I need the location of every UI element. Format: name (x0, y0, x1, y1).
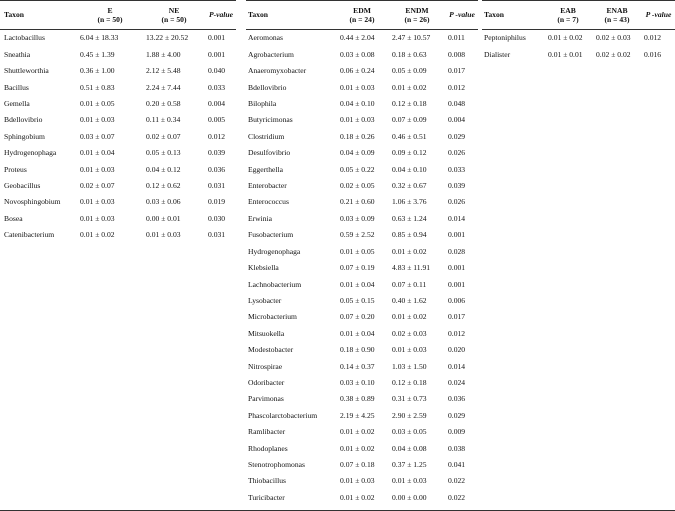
table-row (246, 112, 478, 128)
taxon-cell: Rhodoplanes (248, 443, 288, 453)
table-row (482, 30, 675, 47)
table-row (246, 145, 478, 161)
table-row (246, 309, 478, 325)
group2-value-cell: 0.00 ± 0.01 (146, 213, 181, 223)
group2-value-cell: 0.03 ± 0.05 (392, 427, 427, 437)
group1-value-cell: 0.01 ± 0.03 (80, 197, 115, 207)
group1-value-cell: 0.01 ± 0.02 (340, 427, 375, 437)
p-value-cell: 0.031 (208, 181, 226, 191)
table-row (0, 63, 236, 79)
group1-value-cell: 0.01 ± 0.02 (548, 33, 583, 43)
p-value-cell: 0.016 (644, 49, 662, 59)
taxon-cell: Shuttleworthia (4, 66, 49, 76)
table-row (0, 96, 236, 112)
table-row (482, 46, 675, 62)
p-value-cell: 0.012 (448, 328, 466, 338)
group1-value-cell: 0.44 ± 2.04 (340, 33, 375, 43)
col-header-group2: NE (n = 50) (161, 5, 187, 24)
group2-value-cell: 0.85 ± 0.94 (392, 230, 427, 240)
group1-value-cell: 0.14 ± 0.37 (340, 361, 375, 371)
taxon-cell: Lysobacter (248, 295, 282, 305)
taxon-cell: Phascolarctobacterium (248, 410, 318, 420)
table-row (246, 276, 478, 292)
p-value-cell: 0.038 (448, 443, 466, 453)
table-row (246, 457, 478, 473)
table-row (0, 161, 236, 177)
taxon-cell: Turicibacter (248, 492, 285, 502)
p-value-cell: 0.006 (448, 295, 466, 305)
group1-value-cell: 0.01 ± 0.03 (80, 115, 115, 125)
p-value-cell: 0.019 (208, 197, 226, 207)
group2-value-cell: 0.01 ± 0.02 (392, 312, 427, 322)
col-header-taxon: Taxon (4, 10, 24, 20)
taxon-cell: Stenotrophomonas (248, 459, 305, 469)
col-header-p-value: P -value (449, 10, 475, 20)
p-value-cell: 0.004 (208, 99, 226, 109)
p-value-cell: 0.026 (448, 148, 466, 158)
group1-value-cell: 0.01 ± 0.02 (340, 443, 375, 453)
p-value-cell: 0.012 (208, 131, 226, 141)
table-row (246, 227, 478, 243)
p-value-cell: 0.009 (448, 427, 466, 437)
group2-value-cell: 0.09 ± 0.12 (392, 148, 427, 158)
table-row (246, 424, 478, 440)
group1-value-cell: 0.01 ± 0.04 (340, 279, 375, 289)
group2-value-cell: 0.02 ± 0.03 (596, 33, 631, 43)
taxon-cell: Geobacillus (4, 181, 41, 191)
table-body (482, 30, 675, 63)
taxon-cell: Butyricimonas (248, 115, 293, 125)
p-value-cell: 0.001 (208, 49, 226, 59)
taxon-cell: Lachnobacterium (248, 279, 302, 289)
p-value-cell: 0.030 (208, 213, 226, 223)
table-row (246, 30, 478, 47)
taxon-cell: Fusobacterium (248, 230, 294, 240)
group1-value-cell: 0.18 ± 0.26 (340, 131, 375, 141)
p-value-cell: 0.012 (644, 33, 662, 43)
group1-value-cell: 0.18 ± 0.90 (340, 345, 375, 355)
table-body (246, 30, 478, 506)
group1-value-cell: 0.06 ± 0.24 (340, 66, 375, 76)
table-row (246, 358, 478, 374)
p-value-cell: 0.039 (208, 148, 226, 158)
table-row (0, 46, 236, 62)
taxon-cell: Bacillus (4, 82, 29, 92)
p-value-cell: 0.036 (448, 394, 466, 404)
group2-value-cell: 0.31 ± 0.73 (392, 394, 427, 404)
table-row (0, 210, 236, 226)
group2-value-cell: 0.04 ± 0.12 (146, 164, 181, 174)
table-header-row (0, 1, 236, 30)
group2-value-cell: 2.47 ± 10.57 (392, 33, 431, 43)
group2-value-cell: 0.05 ± 0.09 (392, 66, 427, 76)
table-row (246, 325, 478, 341)
table-row (0, 128, 236, 144)
table-row (246, 161, 478, 177)
col-header-group1: EDM (n = 24) (349, 5, 375, 24)
taxon-cell: Novosphingobium (4, 197, 61, 207)
group1-value-cell: 0.01 ± 0.03 (340, 115, 375, 125)
p-value-cell: 0.005 (208, 115, 226, 125)
taxon-cell: Gemella (4, 99, 30, 109)
taxon-cell: Hydrogenophaga (248, 246, 301, 256)
taxon-cell: Lactobacillus (4, 33, 45, 43)
table-row (0, 178, 236, 194)
group2-value-cell: 0.01 ± 0.03 (392, 345, 427, 355)
group2-value-cell: 0.11 ± 0.34 (146, 115, 181, 125)
group1-value-cell: 0.07 ± 0.20 (340, 312, 375, 322)
group2-value-cell: 0.02 ± 0.07 (146, 131, 181, 141)
taxon-cell: Modestobacter (248, 345, 294, 355)
p-value-cell: 0.048 (448, 99, 466, 109)
taxon-cell: Sneathia (4, 49, 31, 59)
group2-value-cell: 0.07 ± 0.09 (392, 115, 427, 125)
p-value-cell: 0.022 (448, 492, 466, 502)
col-header-group1: EAB (n = 7) (557, 5, 579, 24)
group2-value-cell: 0.01 ± 0.03 (392, 476, 427, 486)
group2-value-cell: 2.12 ± 5.48 (146, 66, 181, 76)
group2-value-cell: 0.02 ± 0.03 (392, 328, 427, 338)
group1-value-cell: 0.03 ± 0.10 (340, 377, 375, 387)
group1-value-cell: 0.01 ± 0.03 (80, 213, 115, 223)
group2-value-cell: 0.05 ± 0.13 (146, 148, 181, 158)
table-row (246, 489, 478, 505)
group2-value-cell: 0.04 ± 0.08 (392, 443, 427, 453)
table-eab-vs-enab (482, 0, 675, 63)
group2-value-cell: 0.12 ± 0.18 (392, 99, 427, 109)
table-row (0, 112, 236, 128)
table-row (0, 194, 236, 210)
group1-value-cell: 0.07 ± 0.19 (340, 263, 375, 273)
group1-value-cell: 0.01 ± 0.05 (340, 246, 375, 256)
p-value-cell: 0.001 (448, 263, 466, 273)
group2-value-cell: 1.03 ± 1.50 (392, 361, 427, 371)
group2-value-cell: 0.04 ± 0.10 (392, 164, 427, 174)
table-row (246, 178, 478, 194)
table-body (0, 30, 236, 244)
group1-value-cell: 0.01 ± 0.03 (80, 164, 115, 174)
table-header-row (482, 1, 675, 30)
table-row (246, 440, 478, 456)
p-value-cell: 0.011 (448, 33, 465, 43)
group1-value-cell: 0.01 ± 0.04 (340, 328, 375, 338)
group1-value-cell: 0.01 ± 0.05 (80, 99, 115, 109)
p-value-cell: 0.001 (448, 230, 466, 240)
table-row (246, 342, 478, 358)
taxon-cell: Desulfovibrio (248, 148, 291, 158)
table-row (246, 96, 478, 112)
taxon-cell: Parvimonas (248, 394, 284, 404)
table-row (246, 194, 478, 210)
col-header-p-value: P-value (208, 10, 234, 20)
p-value-cell: 0.004 (448, 115, 466, 125)
table-row (246, 293, 478, 309)
p-value-cell: 0.028 (448, 246, 466, 256)
group2-value-cell: 0.03 ± 0.06 (146, 197, 181, 207)
group1-value-cell: 0.01 ± 0.04 (80, 148, 115, 158)
table-header-row (246, 1, 478, 30)
col-header-p-value: P -value (645, 10, 672, 20)
group1-value-cell: 0.01 ± 0.02 (340, 492, 375, 502)
group2-value-cell: 0.20 ± 0.58 (146, 99, 181, 109)
p-value-cell: 0.001 (208, 33, 226, 43)
group1-value-cell: 0.03 ± 0.08 (340, 49, 375, 59)
group1-value-cell: 0.03 ± 0.09 (340, 213, 375, 223)
group1-value-cell: 0.01 ± 0.02 (80, 230, 115, 240)
col-header-group2: ENDM (n = 26) (404, 5, 430, 24)
group2-value-cell: 2.24 ± 7.44 (146, 82, 181, 92)
p-value-cell: 0.014 (448, 213, 466, 223)
col-header-group1: E (n = 50) (97, 5, 123, 24)
group1-value-cell: 0.02 ± 0.05 (340, 181, 375, 191)
col-header-group2: ENAB (n = 43) (604, 5, 630, 24)
group2-value-cell: 0.00 ± 0.00 (392, 492, 427, 502)
taxon-cell: Ramlibacter (248, 427, 286, 437)
group2-value-cell: 13.22 ± 20.52 (146, 33, 189, 43)
table-row (246, 63, 478, 79)
table-row (246, 243, 478, 259)
taxon-cell: Bdellovibrio (248, 82, 287, 92)
group1-value-cell: 2.19 ± 4.25 (340, 410, 375, 420)
group1-value-cell: 0.36 ± 1.00 (80, 66, 115, 76)
taxon-cell: Eggerthella (248, 164, 283, 174)
taxon-cell: Mitsuokella (248, 328, 285, 338)
p-value-cell: 0.039 (448, 181, 466, 191)
group1-value-cell: 0.51 ± 0.83 (80, 82, 115, 92)
table-row (246, 473, 478, 489)
table-row (0, 30, 236, 47)
table-row (246, 128, 478, 144)
taxon-cell: Hydrogenophaga (4, 148, 57, 158)
taxon-cell: Erwinia (248, 213, 273, 223)
group1-value-cell: 0.07 ± 0.18 (340, 459, 375, 469)
group2-value-cell: 0.01 ± 0.03 (146, 230, 181, 240)
table-row (0, 79, 236, 95)
table-row (246, 375, 478, 391)
table-edm-vs-endm (246, 0, 478, 506)
table-row (0, 227, 236, 243)
p-value-cell: 0.012 (448, 82, 466, 92)
p-value-cell: 0.014 (448, 361, 466, 371)
p-value-cell: 0.031 (208, 230, 226, 240)
p-value-cell: 0.033 (208, 82, 226, 92)
col-header-taxon: Taxon (248, 10, 268, 20)
group2-value-cell: 0.37 ± 1.25 (392, 459, 427, 469)
group2-value-cell: 0.02 ± 0.02 (596, 49, 631, 59)
p-value-cell: 0.020 (448, 345, 466, 355)
p-value-cell: 0.040 (208, 66, 226, 76)
taxon-cell: Bdellovibrio (4, 115, 43, 125)
taxon-cell: Thiobacillus (248, 476, 286, 486)
group2-value-cell: 4.83 ± 11.91 (392, 263, 431, 273)
group2-value-cell: 0.40 ± 1.62 (392, 295, 427, 305)
taxon-cell: Sphingobium (4, 131, 45, 141)
p-value-cell: 0.001 (448, 279, 466, 289)
group2-value-cell: 0.18 ± 0.63 (392, 49, 427, 59)
group1-value-cell: 0.05 ± 0.15 (340, 295, 375, 305)
group1-value-cell: 0.45 ± 1.39 (80, 49, 115, 59)
taxon-cell: Bilophila (248, 99, 277, 109)
taxon-cell: Enterococcus (248, 197, 289, 207)
p-value-cell: 0.024 (448, 377, 466, 387)
p-value-cell: 0.033 (448, 164, 466, 174)
group1-value-cell: 0.02 ± 0.07 (80, 181, 115, 191)
table-row (246, 260, 478, 276)
table-row (246, 210, 478, 226)
group1-value-cell: 0.21 ± 0.60 (340, 197, 375, 207)
group1-value-cell: 0.01 ± 0.03 (340, 476, 375, 486)
table-row (246, 391, 478, 407)
group2-value-cell: 0.63 ± 1.24 (392, 213, 427, 223)
group1-value-cell: 0.38 ± 0.89 (340, 394, 375, 404)
p-value-cell: 0.029 (448, 131, 466, 141)
taxon-cell: Enterobacter (248, 181, 287, 191)
table-row (246, 407, 478, 423)
p-value-cell: 0.017 (448, 312, 466, 322)
taxon-cell: Bosea (4, 213, 23, 223)
p-value-cell: 0.022 (448, 476, 466, 486)
taxon-cell: Odoribacter (248, 377, 285, 387)
group1-value-cell: 0.05 ± 0.22 (340, 164, 375, 174)
taxon-cell: Clostridium (248, 131, 285, 141)
taxon-cell: Klebsiella (248, 263, 279, 273)
table-row (246, 79, 478, 95)
group1-value-cell: 0.59 ± 2.52 (340, 230, 375, 240)
group2-value-cell: 1.06 ± 3.76 (392, 197, 427, 207)
taxon-cell: Microbacterium (248, 312, 297, 322)
taxon-cell: Aeromonas (248, 33, 284, 43)
taxon-cell: Dialister (484, 49, 511, 59)
group1-value-cell: 0.01 ± 0.01 (548, 49, 583, 59)
taxon-cell: Peptoniphilus (484, 33, 526, 43)
group2-value-cell: 0.12 ± 0.18 (392, 377, 427, 387)
taxon-cell: Nitrospirae (248, 361, 283, 371)
p-value-cell: 0.036 (208, 164, 226, 174)
group2-value-cell: 2.90 ± 2.59 (392, 410, 427, 420)
taxon-cell: Agrobacterium (248, 49, 294, 59)
p-value-cell: 0.017 (448, 66, 466, 76)
group1-value-cell: 0.04 ± 0.09 (340, 148, 375, 158)
group2-value-cell: 0.01 ± 0.02 (392, 246, 427, 256)
group1-value-cell: 0.04 ± 0.10 (340, 99, 375, 109)
p-value-cell: 0.029 (448, 410, 466, 420)
p-value-cell: 0.041 (448, 459, 466, 469)
col-header-taxon: Taxon (484, 10, 504, 20)
group1-value-cell: 0.03 ± 0.07 (80, 131, 115, 141)
table-e-vs-ne (0, 0, 236, 243)
group2-value-cell: 1.88 ± 4.00 (146, 49, 181, 59)
table-row (246, 46, 478, 62)
table-row (0, 145, 236, 161)
taxon-cell: Anaeromyxobacter (248, 66, 307, 76)
group2-value-cell: 0.32 ± 0.67 (392, 181, 427, 191)
group2-value-cell: 0.01 ± 0.02 (392, 82, 427, 92)
taxon-cell: Catenibacterium (4, 230, 55, 240)
p-value-cell: 0.026 (448, 197, 466, 207)
group1-value-cell: 6.04 ± 18.33 (80, 33, 119, 43)
group1-value-cell: 0.01 ± 0.03 (340, 82, 375, 92)
taxon-cell: Proteus (4, 164, 27, 174)
group2-value-cell: 0.46 ± 0.51 (392, 131, 427, 141)
p-value-cell: 0.008 (448, 49, 466, 59)
group2-value-cell: 0.12 ± 0.62 (146, 181, 181, 191)
group2-value-cell: 0.07 ± 0.11 (392, 279, 427, 289)
